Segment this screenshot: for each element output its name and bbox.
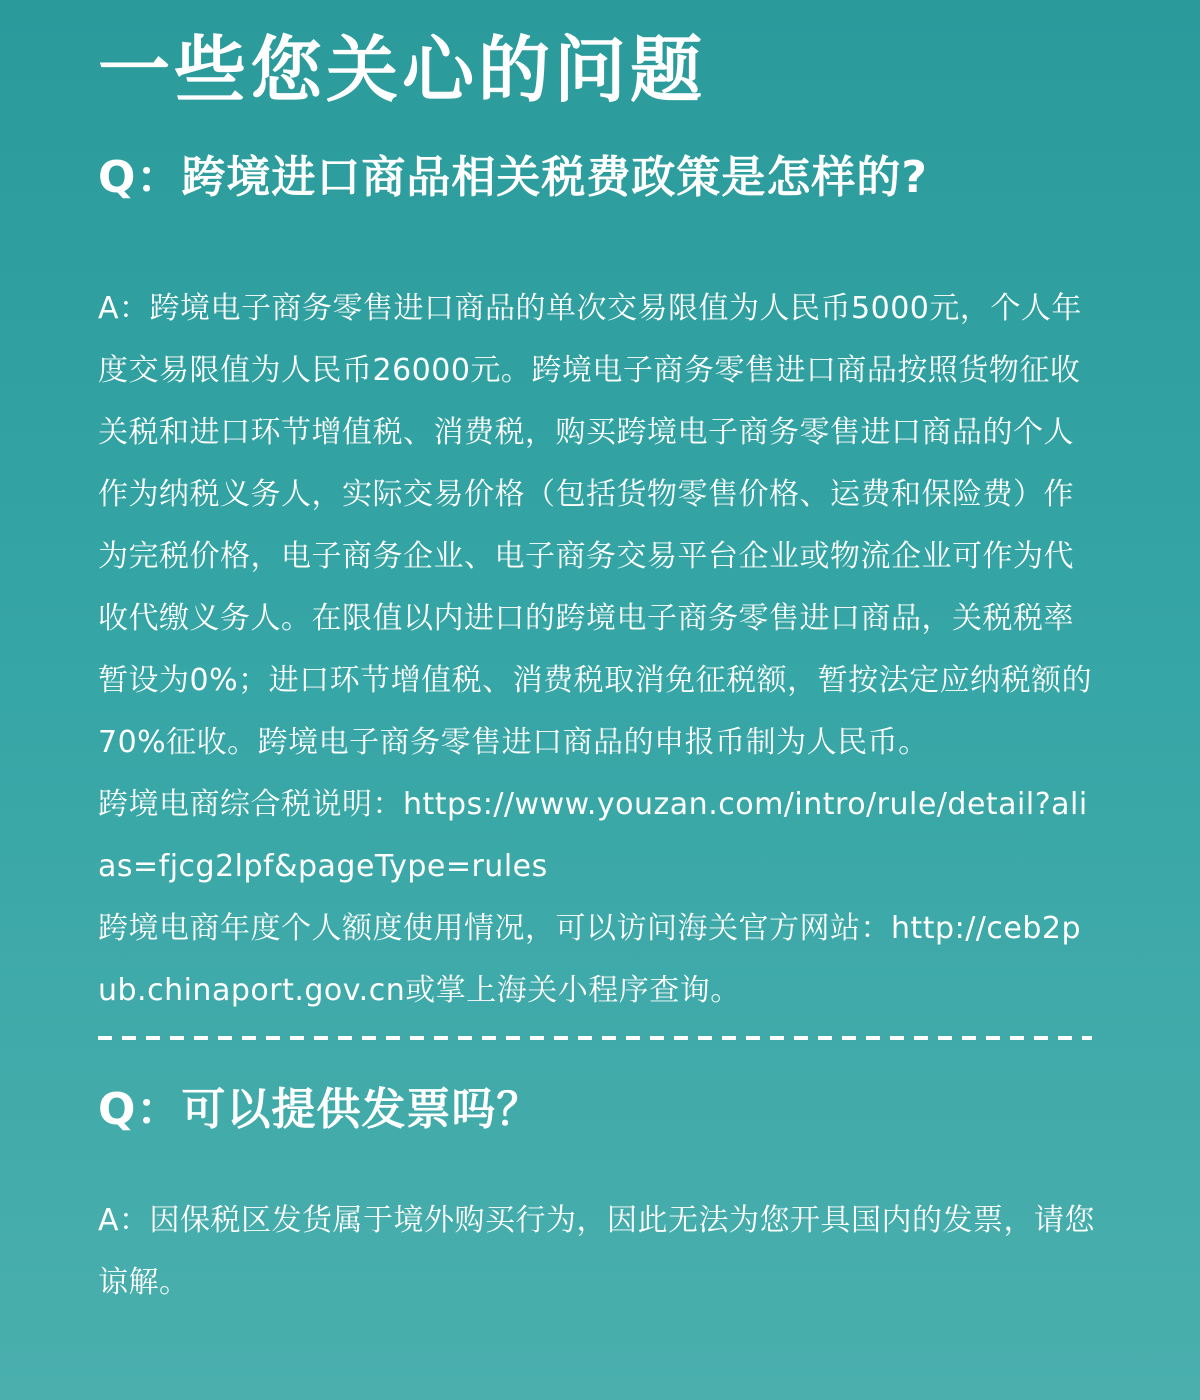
quota-note-label: 跨境电商年度个人额度使用情况，可以访问海关官方网站：	[98, 911, 891, 946]
quota-note	[98, 898, 1100, 1022]
answer-text: A：跨境电子商务零售进口商品的单次交易限值为人民币5000元，个人年度交易限值为人民币26000元。跨境电子商务零售进口商品按照货物征收关税和进口环节增值税、消费税，购买跨境电子商务零售进口商品的个人作为纳税义务人，实际交易价格（包括货物零售价格、运费和保险费）作为完税价格，电子商务企业、电子商务交易平台企业或物流企业可作为代收代缴义务人。在限值以内进口的跨境电子商务零售进口商品，关税税率暂设为0%；进口环节增值税、消费税取消免征税额，暂按法定应纳税额的70%征收。跨境电子商务零售进口商品的申报币制为人民币。	[98, 291, 1093, 760]
faq-item-tax-policy	[98, 148, 1100, 1022]
tax-note	[98, 774, 1100, 898]
question-heading: Q：可以提供发票吗？	[98, 1084, 542, 1135]
quota-note-link: http://ceb2pub.chinaport.gov.cn	[98, 911, 1082, 1008]
page-title: 一些您关心的问题	[98, 28, 707, 112]
answer-body	[98, 278, 1100, 1022]
question-heading: Q：跨境进口商品相关税费政策是怎样的?	[98, 152, 928, 203]
dashed-divider	[98, 1036, 1092, 1040]
answer-text: A：因保税区发货属于境外购买行为，因此无法为您开具国内的发票，请您谅解。	[98, 1203, 1096, 1300]
quota-note-suffix: 或掌上海关小程序查询。	[405, 973, 741, 1008]
answer-body	[98, 1190, 1100, 1314]
tax-note-link: https://www.youzan.com/intro/rule/detail?alias=fjcg2lpf&pageType=rules	[98, 787, 1088, 884]
faq-item-invoice	[98, 1080, 1100, 1314]
tax-note-label: 跨境电商综合税说明：	[98, 787, 403, 822]
